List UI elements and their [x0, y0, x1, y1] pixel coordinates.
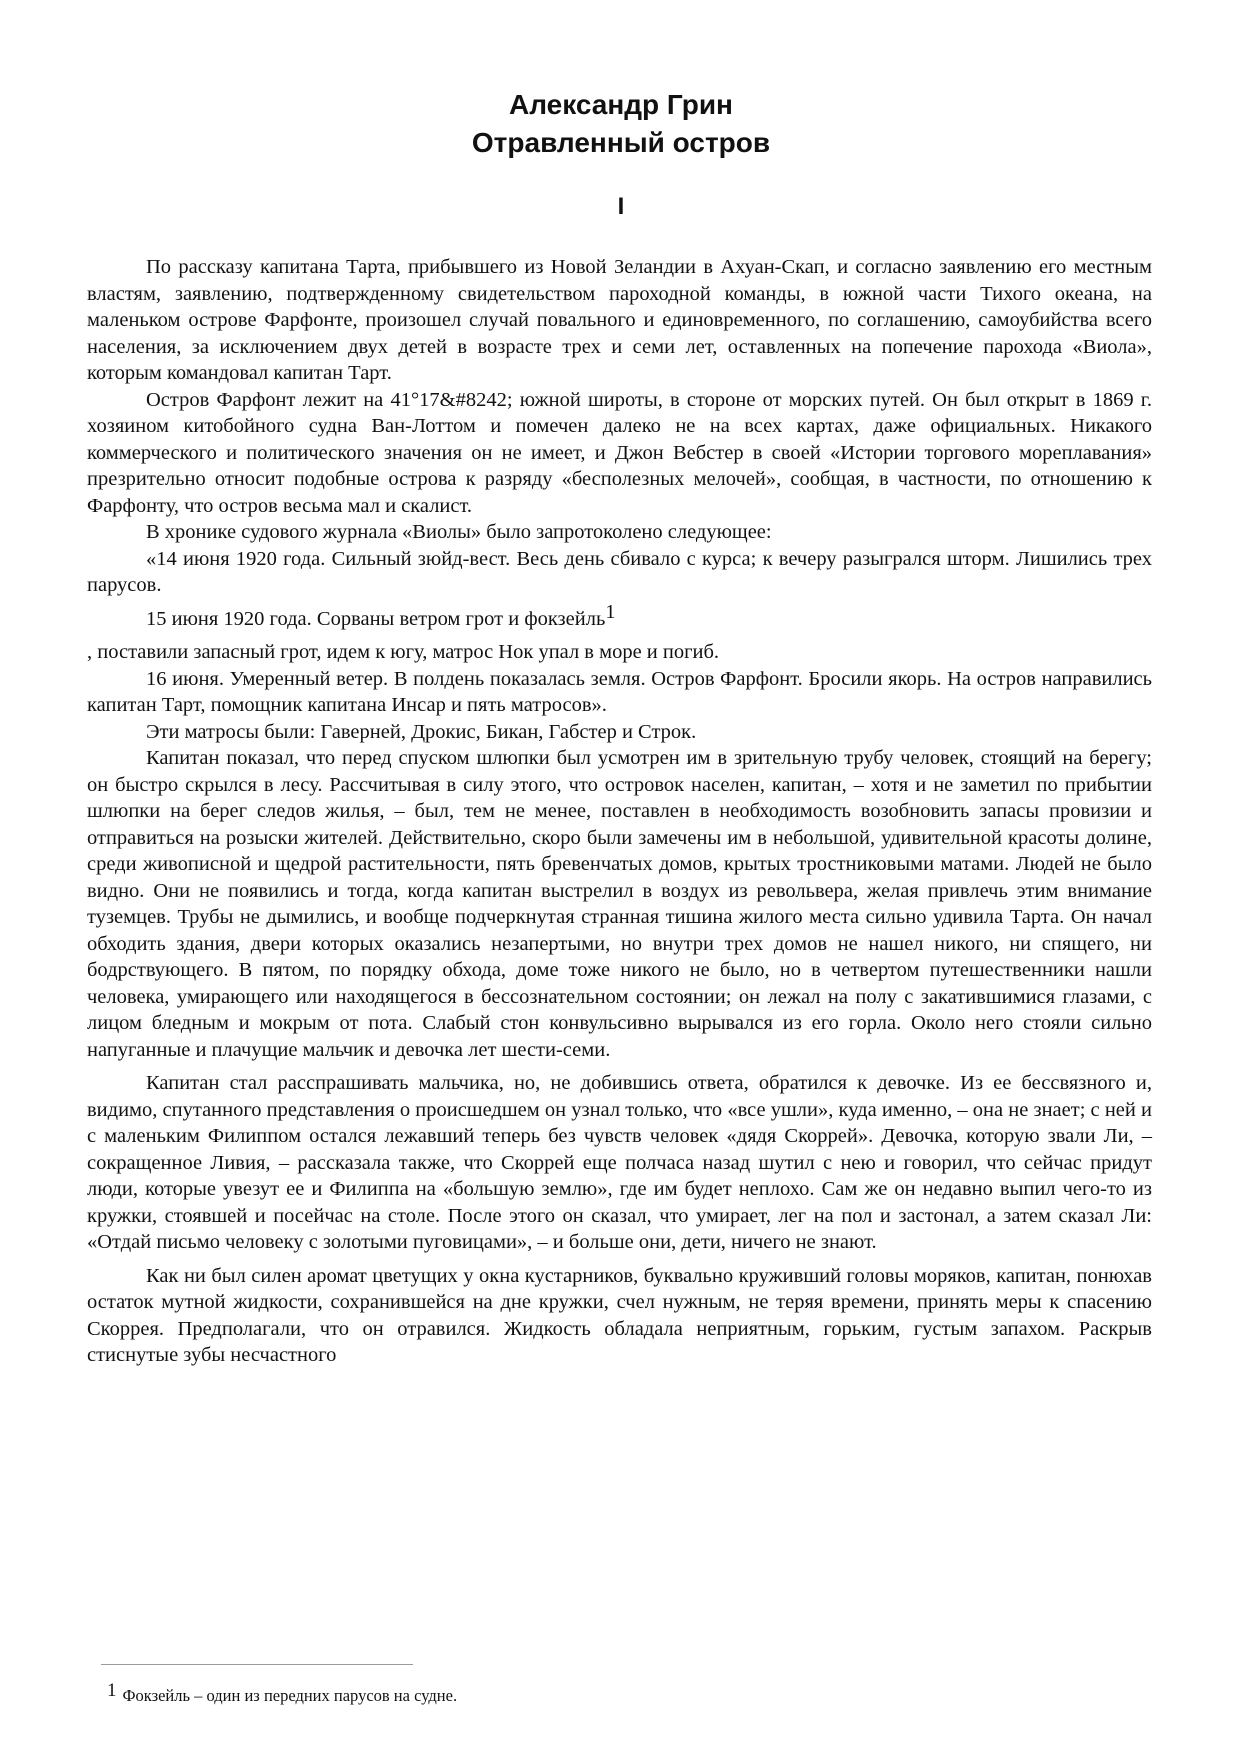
book-title: Отравленный остров: [471, 127, 771, 158]
paragraph: Капитан стал расспрашивать мальчика, но, не добившись ответа, обратился к девочке. Из ее бессвязного и, видимо, спутанного представления о происшедшем он узнал только, что «все ушли», куда именно, – она не знает; с ней и с маленьким Филиппом остался лежавший теперь без чувств человек «дядя Скоррей». Девочка, которую звали Ли, – сокращенное Ливия, – рассказала также, что Скоррей еще полчаса назад шутил с нею и говорил, что сейчас придут люди, которые увезут ее и Филиппа на «большую землю», где им будет неплохо. Сам же он недавно выпил чего-то из кружки, стоявшей и посейчас на столе. После этого он сказал, что умирает, лег на пол и застонал, а затем сказал Ли: «Отдай письмо человеку с золотыми пуговицами», – и больше они, дети, ничего не знают.: [87, 1072, 1152, 1253]
author-name: Александр Грин: [509, 89, 733, 120]
paragraph: По рассказу капитана Тарта, прибывшего из Новой Зеландии в Ахуан-Скап, и согласно заявлению его местным властям, заявлению, подтвержденному свидетельством пароходной команды, в южной части Тихого океана, на маленьком острове Фарфонте, произошел случай повального и единовременного, по соглашению, самоубийства всего населения, за исключением двух детей в возрасте трех и семи лет, оставленных на попечение парохода «Виола», которым командовал капитан Тарт.: [87, 256, 1152, 384]
chapter-heading: I: [617, 193, 625, 220]
paragraph-text: 15 июня 1920 года. Сорваны ветром грот и фокзейль: [146, 607, 606, 630]
footnote: [107, 1680, 1107, 1707]
paragraph-with-footnote: [87, 600, 1152, 633]
paragraph: В хронике судового журнала «Виолы» было запротоколено следующее:: [146, 521, 772, 543]
paragraph: «14 июня 1920 года. Сильный зюйд-вест. Весь день сбивало с курса; к вечеру разыгрался шторм. Лишились трех парусов.: [87, 547, 1152, 596]
paragraph: 16 июня. Умеренный ветер. В полдень показалась земля. Остров Фарфонт. Бросили якорь. На остров направились капитан Тарт, помощник капитана Инсар и пять матросов».: [87, 667, 1152, 716]
footnote-divider: [101, 1664, 413, 1665]
paragraph: Эти матросы были: Гаверней, Дрокис, Бикан, Габстер и Строк.: [146, 720, 697, 743]
paragraph: Капитан показал, что перед спуском шлюпки был усмотрен им в зрительную трубу человек, стоящий на берегу; он быстро скрылся в лесу. Рассчитывая в силу этого, что островок населен, капитан, – хотя и не заметил по прибытии шлюпки на берег следов жилья, – был, тем не менее, поставлен в необходимость возобновить запасы провизии и отправиться на розыски жителей. Действительно, скоро были замечены им в небольшой, удивительной красоты долине, среди живописной и щедрой растительности, пять бревенчатых домов, крытых тростниковыми матами. Людей не было видно. Они не появились и тогда, когда капитан выстрелил в воздух из револьвера, желая привлечь этим внимание туземцев. Трубы не дымились, и вообще подчеркнутая странная тишина жилого места сильно удивила Тарта. Он начал обходить здания, двери которых оказались незапертыми, но внутри трех домов не нашел никого, ни спящего, ни бодрствующего. В пятом, по порядку обхода, доме тоже никого не было, но в четвертом путешественники нашли человека, умирающего или находящегося в бессознательном состоянии; он лежал на полу с закатившимися глазами, с лицом бледным и мокрым от пота. Слабый стон конвульсивно вырывался из его горла. Около него стояли сильно напуганные и плачущие мальчик и девочка лет шести-семи.: [87, 747, 1152, 1061]
paragraph: Остров Фарфонт лежит на 41°17&#8242; южной широты, в стороне от морских путей. Он был открыт в 1869 г. хозяином китобойного судна Ван-Лоттом и помечен далеко не на всех картах, даже официальных. Никакого коммерческого и политического значения он не имеет, и Джон Вебстер в своей «Истории торгового мореплавания» презрительно относит подобные острова к разряду «бесполезных мелочей», сообщая, в частности, по отношению к Фарфонту, что остров весьма мал и скалист.: [87, 388, 1152, 517]
body-text: [87, 254, 1152, 1369]
footnote-reference[interactable]: 1: [605, 600, 616, 623]
paragraph: Как ни был силен аромат цветущих у окна кустарников, буквально круживший головы моряков, капитан, понюхав остаток мутной жидкости, сохранившейся на дне кружки, счел нужным, не теряя времени, принять меры к спасению Скоррея. Предполагали, что он отравился. Жидкость обладала неприятным, горьким, густым запахом. Раскрыв стиснутые зубы несчастного: [87, 1264, 1152, 1366]
footnote-text: Фокзейль – один из передних парусов на судне.: [122, 1686, 458, 1705]
footnote-number: 1: [107, 1680, 117, 1701]
paragraph: , поставили запасный грот, идем к югу, матрос Нок упал в море и погиб.: [87, 641, 720, 663]
